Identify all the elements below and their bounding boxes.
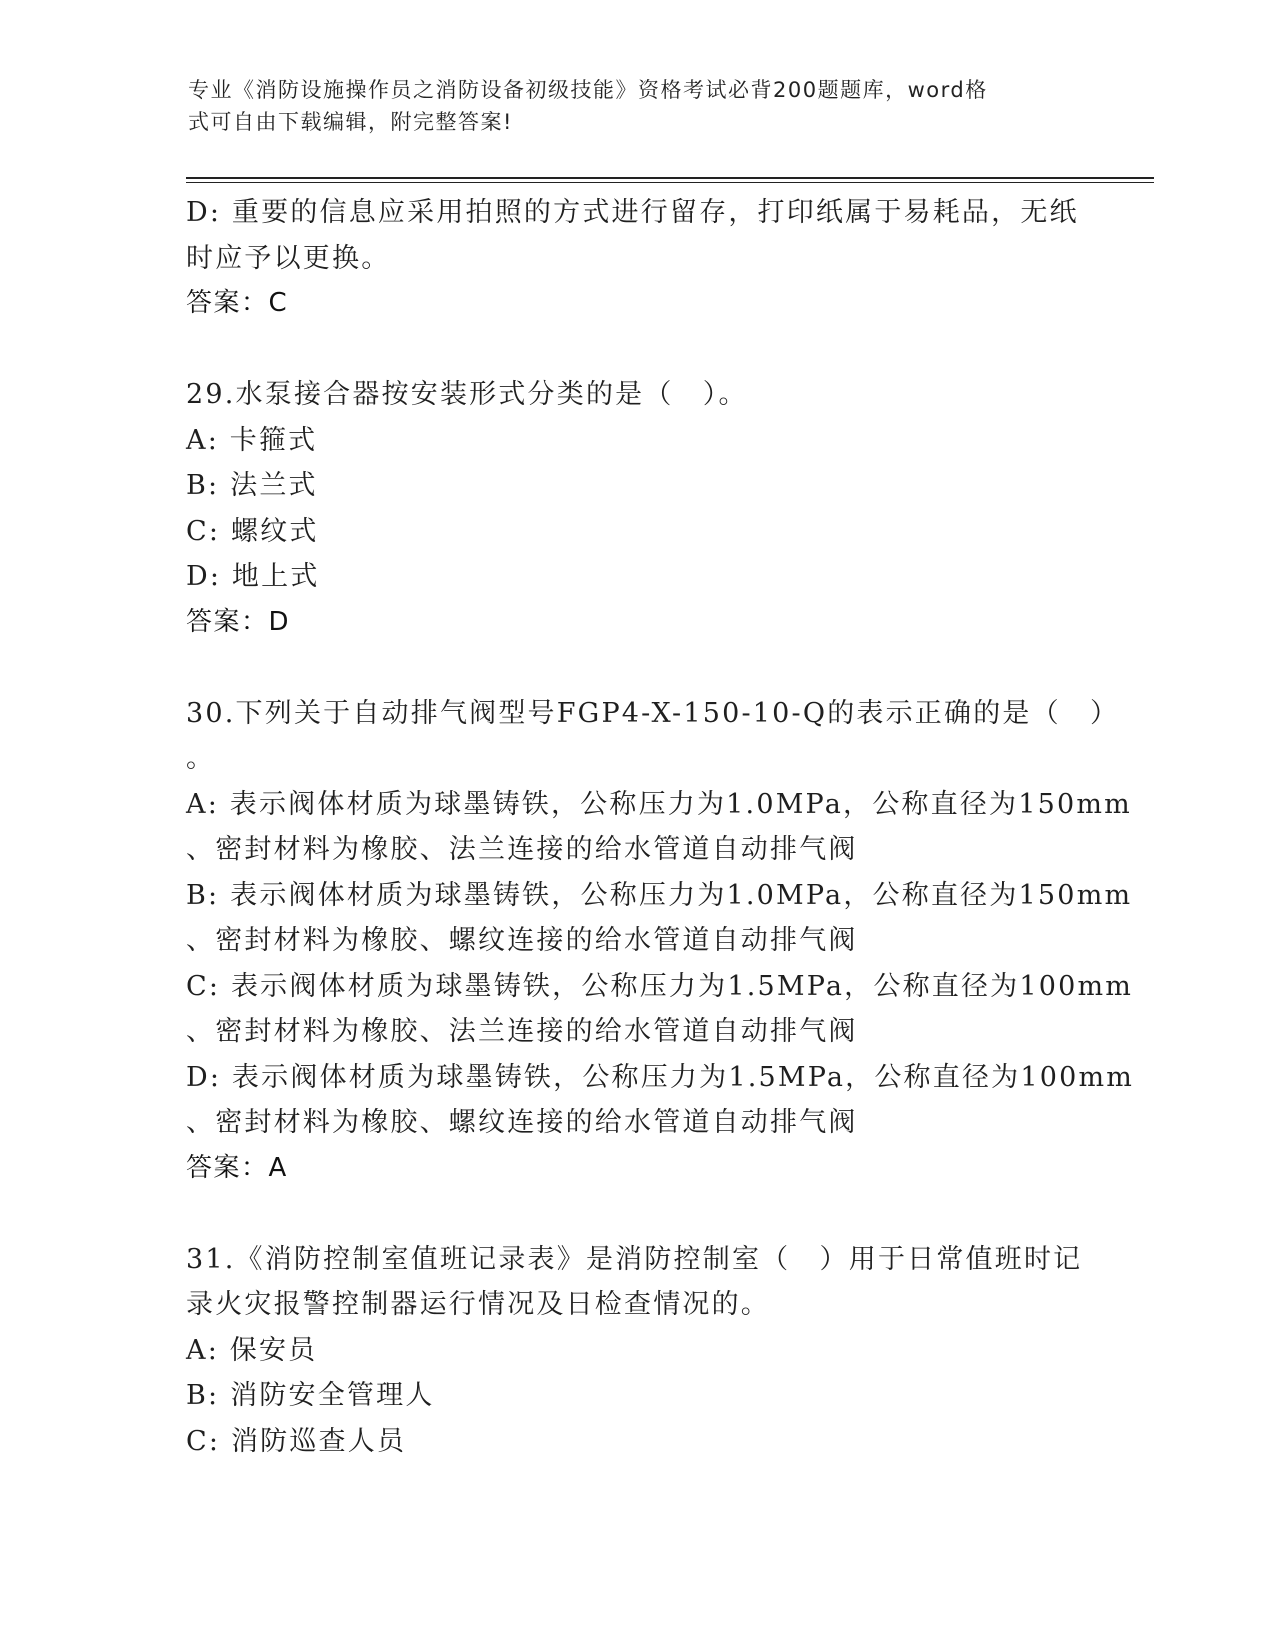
question-31-block: [186, 1237, 1086, 1465]
option-b: B: 法兰式: [186, 470, 318, 501]
header-rule-thin: [186, 182, 1154, 183]
header-line-2: 式可自由下载编辑，附完整答案!: [188, 110, 513, 134]
option-d-line-2: 、密封材料为橡胶、螺纹连接的给水管道自动排气阀: [186, 1107, 858, 1138]
question-31-text-line-1: 31.《消防控制室值班记录表》是消防控制室（ ）用于日常值班时记: [186, 1243, 1083, 1275]
spacer: [186, 1191, 1086, 1237]
option-b-line-2: 、密封材料为橡胶、螺纹连接的给水管道自动排气阀: [186, 925, 858, 956]
header-rule-thick: [186, 177, 1154, 179]
document-header: [188, 74, 1068, 138]
option-b-line-1: B: 表示阀体材质为球墨铸铁，公称压力为1.0MPa，公称直径为150mm: [186, 879, 1133, 911]
question-29-text: 29.水泵接合器按安装形式分类的是（ ）。: [186, 379, 748, 410]
option-a-line-2: 、密封材料为橡胶、法兰连接的给水管道自动排气阀: [186, 834, 858, 865]
option-b: B: 消防安全管理人: [186, 1380, 435, 1411]
option-a: A: 卡箍式: [186, 424, 318, 456]
spacer: [186, 645, 1086, 691]
option-d-line-1: D: 表示阀体材质为球墨铸铁，公称压力为1.5MPa，公称直径为100mm: [186, 1061, 1135, 1093]
spacer: [186, 327, 1086, 373]
option-d-line-2: 时应予以更换。: [186, 242, 391, 274]
question-29-block: [186, 372, 1086, 645]
question-30-text-line-1: 30.下列关于自动排气阀型号FGP4-X-150-10-Q的表示正确的是（ ）: [186, 697, 1120, 729]
header-line-1: 专业《消防设施操作员之消防设备初级技能》资格考试必背200题题库，word格: [188, 78, 988, 102]
prev-question-block: [186, 190, 1086, 327]
option-a: A: 保安员: [186, 1334, 318, 1366]
question-content: [186, 190, 1135, 1464]
question-30-block: [186, 691, 1135, 1192]
answer-label: 答案：A: [186, 1152, 288, 1183]
option-d: D: 地上式: [186, 561, 320, 592]
option-c-line-1: C: 表示阀体材质为球墨铸铁，公称压力为1.5MPa，公称直径为100mm: [186, 970, 1134, 1002]
option-c: C: 消防巡查人员: [186, 1425, 407, 1457]
question-30-text-line-2: 。: [186, 743, 216, 774]
option-d-line-1: D: 重要的信息应采用拍照的方式进行留存，打印纸属于易耗品，无纸: [186, 197, 1079, 228]
option-c-line-2: 、密封材料为橡胶、法兰连接的给水管道自动排气阀: [186, 1016, 858, 1047]
answer-label: 答案：C: [186, 288, 289, 318]
answer-label: 答案：D: [186, 606, 291, 637]
option-c: C: 螺纹式: [186, 515, 319, 547]
question-31-text-line-2: 录火灾报警控制器运行情况及日检查情况的。: [186, 1289, 770, 1320]
option-a-line-1: A: 表示阀体材质为球墨铸铁，公称压力为1.0MPa，公称直径为150mm: [186, 788, 1132, 820]
